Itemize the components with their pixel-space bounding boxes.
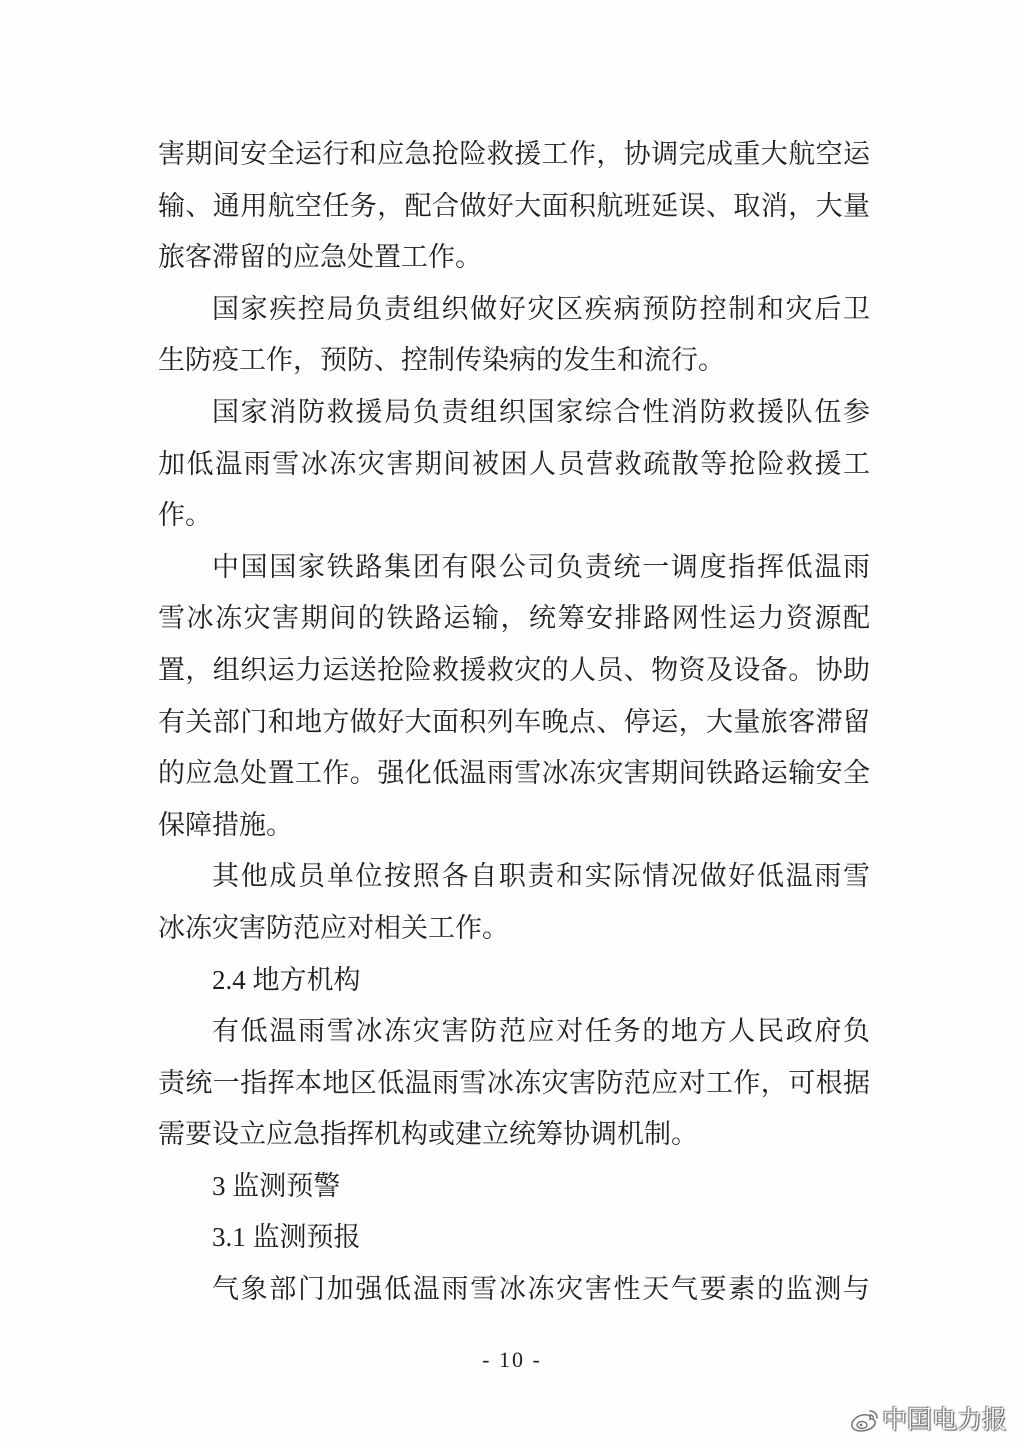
document-body — [158, 129, 870, 1316]
text-line: 雪冰冻灾害期间的铁路运输，统筹安排路网性运力资源配 — [158, 603, 870, 635]
text-line: 责统一指挥本地区低温雨雪冰冻灾害防范应对工作，可根据 — [158, 1067, 870, 1099]
text-line: 作。 — [158, 500, 212, 532]
text-line: 旅客滞留的应急处置工作。 — [158, 242, 482, 274]
text-line: 中国国家铁路集团有限公司负责统一调度指挥低温雨 — [212, 551, 870, 583]
paragraph — [158, 851, 870, 954]
paragraph — [158, 387, 870, 542]
text-line: 置，组织运力运送抢险救援救灾的人员、物资及设备。协助 — [158, 654, 870, 686]
weibo-logo-icon — [850, 1407, 880, 1433]
text-line: 害期间安全运行和应急抢险救援工作，协调完成重大航空运 — [158, 139, 870, 170]
paragraph — [158, 542, 870, 852]
text-line: 有低温雨雪冰冻灾害防范应对任务的地方人民政府负 — [212, 1016, 870, 1048]
text-line: 加低温雨雪冰冻灾害期间被困人员营救疏散等抢险救援工 — [158, 448, 870, 480]
text-line: 的应急处置工作。强化低温雨雪冰冻灾害期间铁路运输安全 — [158, 758, 870, 790]
text-line: 输、通用航空任务，配合做好大面积航班延误、取消，大量 — [158, 190, 870, 222]
subsection-heading: 3.1 监测预报 — [212, 1222, 361, 1253]
section-heading: 2.4 地方机构 — [212, 964, 361, 995]
page-number: - 10 - — [482, 1347, 542, 1372]
text-line: 有关部门和地方做好大面积列车晚点、停运，大量旅客滞留 — [158, 706, 870, 738]
paragraph — [158, 284, 870, 387]
text-line: 国家疾控局负责组织做好灾区疾病预防控制和灾后卫 — [212, 293, 870, 325]
text-line: 其他成员单位按照各自职责和实际情况做好低温雨雪 — [212, 861, 870, 893]
text-line: 冰冻灾害防范应对相关工作。 — [158, 912, 509, 944]
watermark-text: 中国电力报 — [882, 1405, 1008, 1434]
text-line: 需要设立应急指挥机构或建立统筹协调机制。 — [158, 1119, 698, 1151]
text-line: 生防疫工作，预防、控制传染病的发生和流行。 — [158, 345, 725, 377]
paragraph — [158, 1264, 870, 1316]
text-line: 国家消防救援局负责组织国家综合性消防救援队伍参 — [212, 396, 870, 428]
section-heading: 3 监测预警 — [212, 1170, 341, 1201]
text-line: 保障措施。 — [158, 809, 293, 841]
text-line: 气象部门加强低温雨雪冰冻灾害性天气要素的监测与 — [212, 1274, 870, 1306]
paragraph — [158, 129, 870, 284]
paragraph — [158, 1006, 870, 1161]
